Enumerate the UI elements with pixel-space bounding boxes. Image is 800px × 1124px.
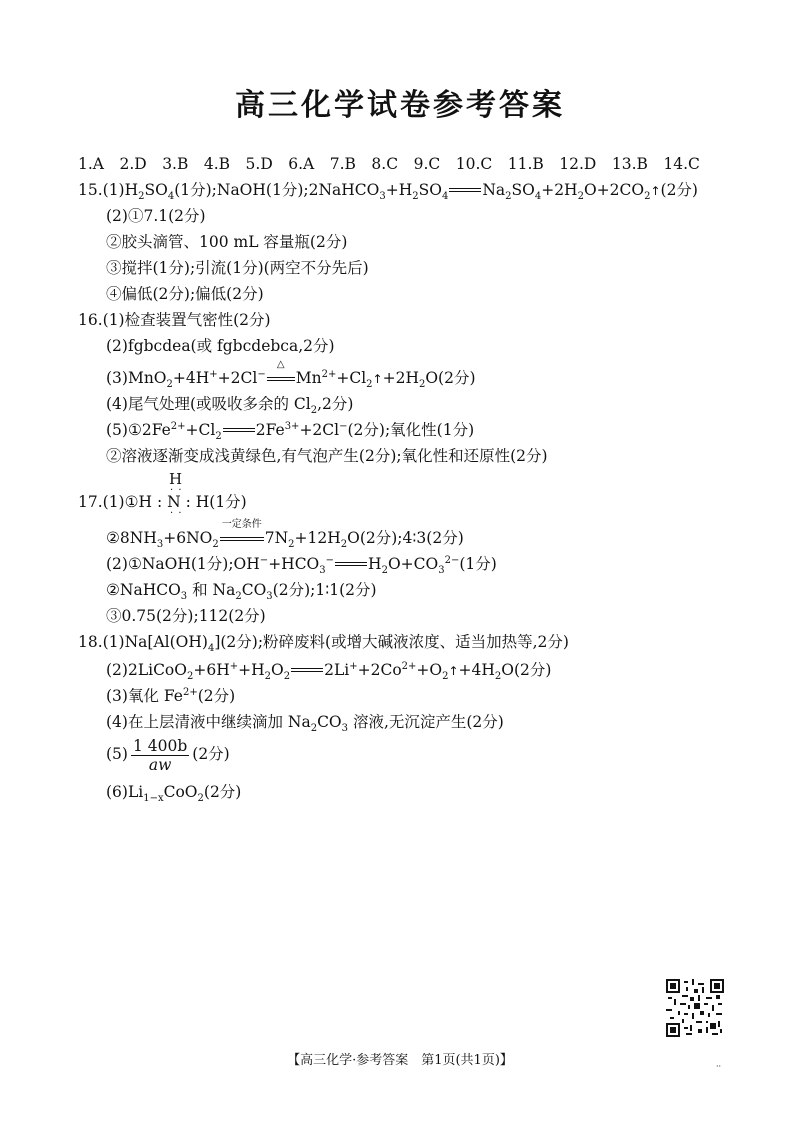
- q15-part4: ③搅拌(1分);引流(1分)(两空不分先后): [106, 259, 369, 277]
- choice-answers: 1.A 2.D 3.B 4.B 5.D 6.A 7.B 8.C 9.C 10.C 11.B 12.D 13.B 14.C: [78, 155, 700, 173]
- page-title: 高三化学试卷参考答案: [235, 88, 565, 123]
- q16-part1: 16.(1)检查装置气密性(2分): [78, 311, 271, 329]
- reaction-condition: 一定条件: [219, 532, 265, 546]
- q15-part5: ④偏低(2分);偏低(2分): [106, 285, 264, 303]
- q18-part6: $(6)Li_{1-x}CoO_2(2$分): [106, 783, 242, 805]
- q16-part4: (4)尾气处理(或吸收多余的 $Cl_2,2$分): [106, 395, 354, 417]
- lewis-structure-nh3: H · · · ·: [169, 470, 183, 519]
- q18-part4: (4)在上层清液中继续滴加 $Na_2CO_3$ 溶液,无沉淀产生(2分): [106, 713, 504, 735]
- gas-arrow-icon: ↑: [650, 184, 661, 198]
- equals-sign: [222, 424, 256, 438]
- q17-part5: ③0.75(2分);112(2分): [106, 607, 266, 625]
- q15-part2: (2)①7.1(2分): [106, 207, 206, 225]
- q15-part3: ②胶头滴管、100 mL 容量瓶(2分): [106, 233, 348, 251]
- q16-part3: (3)MnO$_2$+4H++2Cl− △ $Mn^{2+}+Cl_2↑+2H_2O(2$分): [106, 359, 476, 391]
- equals-sign: [448, 184, 482, 198]
- q17-part1: 17.(1)①H : N : H(1分): [78, 493, 247, 511]
- q17-part4: ②NaHCO$_3$ 和 $Na_2CO_3(2$分);1∶1(2分): [106, 581, 377, 603]
- equals-sign: [290, 664, 324, 678]
- q16-part5: $(5)①2Fe^{2+}+Cl_2$ $2Fe^{3+}+2Cl^-(2$分);氧化性(1分): [106, 420, 475, 443]
- q18-part3: (3)氧化 $Fe^{2+}(2$分): [106, 686, 236, 705]
- heat-condition: △: [266, 372, 296, 386]
- equals-sign: [334, 558, 368, 572]
- fraction: $\frac{1 400b}{aw}$: [132, 736, 188, 774]
- q17-part3: (2)①NaOH(1分)$;OH^-+HCO_3^-$ $H_2O+CO_3^{2-}(1$分): [106, 554, 497, 577]
- q18-part2: $(2)2LiCoO_2+6H^++H_2O_2$ $2Li^++2Co^{2+}+O_2↑+4H_2O(2$分): [106, 660, 552, 683]
- page-footer: 【高三化学·参考答案 第1页(共1页)】: [287, 1053, 513, 1068]
- qr-code-icon: [666, 979, 724, 1037]
- q16-part6: ②溶液逐渐变成浅黄绿色,有气泡产生(2分);氧化性和还原性(2分): [106, 447, 548, 465]
- gas-arrow-icon: ↑: [372, 372, 383, 386]
- electron-dots: · ·: [170, 485, 183, 496]
- q18-part5: (5) $\frac{1 400b}{aw}$ (2分): [106, 736, 230, 774]
- page-mark: ··: [716, 1062, 722, 1071]
- q16-part2: (2)fgbcdea(或 fgbcdebca,2分): [106, 337, 335, 355]
- q18-part1: $18.(1)Na[Al(OH)_4](2$分);粉碎废料(或增大碱液浓度、适当加热等,2分): [78, 633, 569, 655]
- q17-part2: $②8NH_3+6NO_2$ 一定条件 $7N_2+12H_2O(2$分);4∶3(2分): [106, 519, 464, 551]
- q15-part1: $15.(1)H_2SO_4(1$分);NaOH(1分)$;2NaHCO_3+H_2SO_4$ $Na_2SO_4+2H_2O+2CO_2↑(2$分): [78, 181, 698, 203]
- gas-arrow-icon: ↑: [448, 664, 459, 678]
- electron-dots: · ·: [170, 508, 183, 519]
